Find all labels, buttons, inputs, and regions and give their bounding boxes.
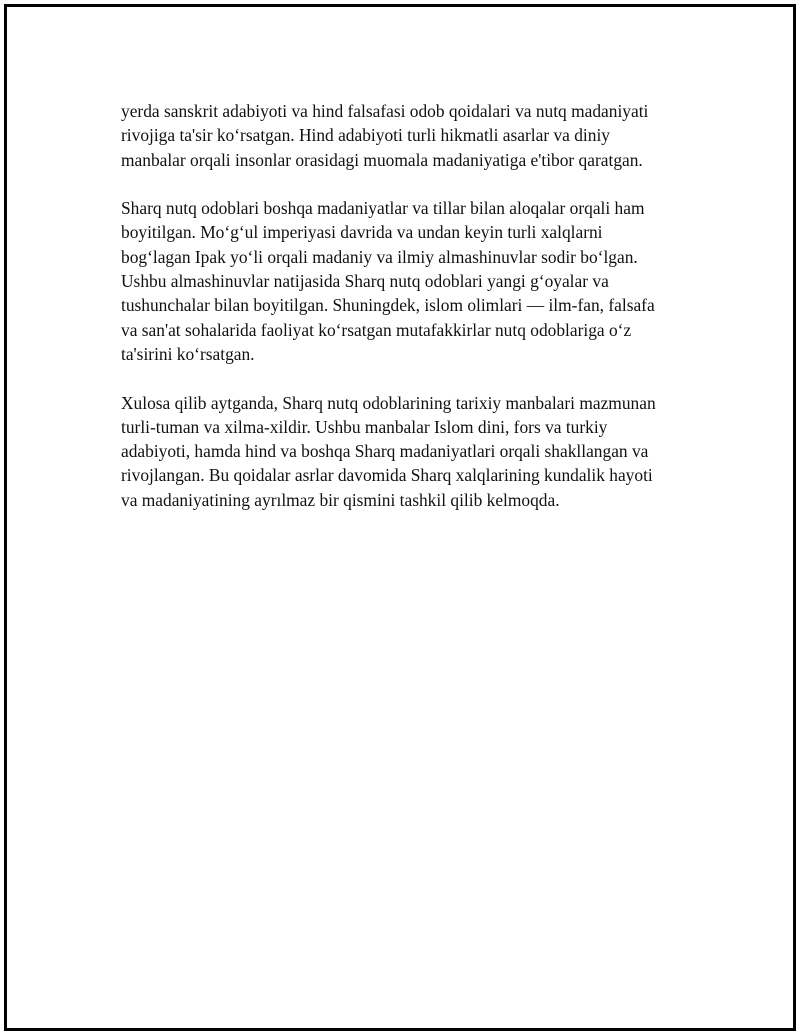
document-body: [121, 99, 701, 536]
text-line: ta'sirini ko‘rsatgan.: [121, 343, 255, 364]
text-line: Xulosa qilib aytganda, Sharq nutq odoblarining tarixiy manbalari mazmunan: [121, 392, 656, 413]
paragraph-2: [121, 196, 701, 366]
text-line: adabiyoti, hamda hind va boshqa Sharq madaniyatlari orqali shakllangan va: [121, 441, 649, 462]
text-line: turli-tuman va xilma-xildir. Ushbu manbalar Islom dini, fors va turkiy: [121, 416, 608, 437]
text-line: rivojiga ta'sir ko‘rsatgan. Hind adabiyoti turli hikmatli asarlar va diniy: [121, 125, 610, 146]
text-line: tushunchalar bilan boyitilgan. Shuningdek, islom olimlari — ilm-fan, falsafa: [121, 295, 655, 316]
text-line: boyitilgan. Mo‘g‘ul imperiyasi davrida va undan keyin turli xalqlarni: [121, 222, 603, 243]
text-line: va san'at sohalarida faoliyat ko‘rsatgan mutafakkirlar nutq odoblariga o‘z: [121, 319, 632, 340]
text-line: va madaniyatining ayrılmaz bir qismini tashkil qilib kelmoqda.: [121, 489, 560, 510]
document-page: [4, 4, 796, 1031]
text-line: bog‘lagan Ipak yo‘li orqali madaniy va ilmiy almashinuvlar sodir bo‘lgan.: [121, 246, 638, 267]
text-line: yerda sanskrit adabiyoti va hind falsafasi odob qoidalari va nutq madaniyati: [121, 101, 649, 121]
text-line: Ushbu almashinuvlar natijasida Sharq nutq odoblari yangi g‘oyalar va: [121, 271, 609, 292]
paragraph-1: [121, 99, 701, 172]
text-line: Sharq nutq odoblari boshqa madaniyatlar va tillar bilan aloqalar orqali ham: [121, 198, 645, 219]
text-line: manbalar orqali insonlar orasidagi muomala madaniyatiga e'tibor qaratgan.: [121, 149, 643, 170]
paragraph-3: [121, 391, 701, 512]
text-line: rivojlangan. Bu qoidalar asrlar davomida Sharq xalqlarining kundalik hayoti: [121, 465, 653, 486]
